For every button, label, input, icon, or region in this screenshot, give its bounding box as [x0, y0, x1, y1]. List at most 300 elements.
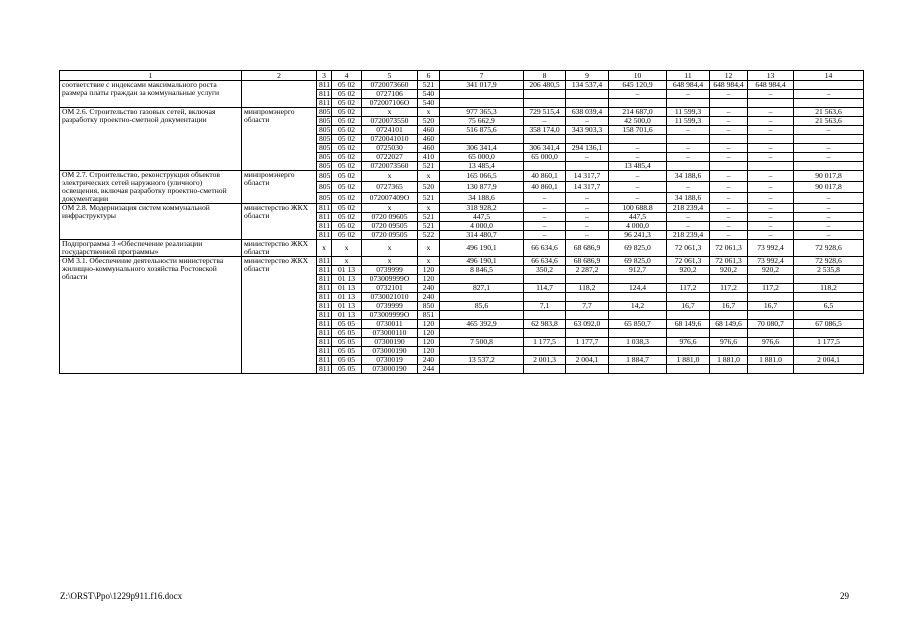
cell-c5: 0727365	[362, 182, 418, 193]
cell-c9: 68 686,9	[566, 257, 609, 266]
cell-c4: х	[332, 240, 362, 257]
cell-c6: 244	[418, 365, 440, 374]
executor-cell: министерство ЖКХ области	[242, 257, 317, 374]
cell-c3: 805	[317, 182, 332, 193]
cell-c14: –	[794, 153, 864, 162]
cell-c7: 977 365,3	[440, 108, 524, 117]
cell-c8: 66 634,6	[524, 257, 566, 266]
cell-c6: 521	[418, 222, 440, 231]
cell-c7	[440, 293, 524, 302]
cell-c11: 117,2	[667, 284, 710, 293]
cell-c14: 72 928,6	[794, 240, 864, 257]
cell-c6: х	[418, 204, 440, 213]
cell-c5: 072007З660	[362, 81, 418, 90]
cell-c3: х	[317, 240, 332, 257]
cell-c14	[794, 81, 864, 90]
cell-c12	[710, 347, 748, 356]
cell-c7: 496 190,1	[440, 240, 524, 257]
cell-c11	[667, 99, 710, 108]
cell-c11: –	[667, 213, 710, 222]
cell-c11: 11 599,3	[667, 108, 710, 117]
cell-c6: 521	[418, 81, 440, 90]
cell-c10: 912,7	[609, 266, 667, 275]
cell-c6: 240	[418, 284, 440, 293]
cell-c3: 811	[317, 99, 332, 108]
cell-c10: 96 241,3	[609, 231, 667, 240]
cell-c10: 447,5	[609, 213, 667, 222]
cell-c7: 827,1	[440, 284, 524, 293]
cell-c14	[794, 293, 864, 302]
cell-c8	[524, 90, 566, 99]
cell-c10: 124,4	[609, 284, 667, 293]
cell-c14: 21 563,6	[794, 108, 864, 117]
cell-c9	[566, 99, 609, 108]
cell-c6: 521	[418, 213, 440, 222]
cell-c4: 05 05	[332, 329, 362, 338]
cell-c14	[794, 135, 864, 144]
cell-c8: –	[524, 222, 566, 231]
cell-c12: –	[710, 213, 748, 222]
cell-c5: 0730019	[362, 356, 418, 365]
cell-c6: х	[418, 108, 440, 117]
cell-c8: –	[524, 193, 566, 204]
cell-c7	[440, 329, 524, 338]
cell-c8	[524, 99, 566, 108]
cell-c6: 240	[418, 356, 440, 365]
cell-c6: 120	[418, 266, 440, 275]
cell-c10: 4 000,0	[609, 222, 667, 231]
cell-c12: –	[710, 231, 748, 240]
cell-c4: 05 05	[332, 347, 362, 356]
cell-c7	[440, 311, 524, 320]
column-header: 4	[332, 71, 362, 81]
cell-c8: 66 634,6	[524, 240, 566, 257]
cell-c12: –	[710, 204, 748, 213]
cell-c8: 206 480,5	[524, 81, 566, 90]
cell-c14: –	[794, 204, 864, 213]
cell-c5: 0730011	[362, 320, 418, 329]
cell-c9: –	[566, 222, 609, 231]
cell-c7: 34 188,6	[440, 193, 524, 204]
cell-c4: 05 02	[332, 231, 362, 240]
cell-c10	[609, 347, 667, 356]
cell-c9: 294 136,1	[566, 144, 609, 153]
column-header: 11	[667, 71, 710, 81]
cell-c7: 318 928,2	[440, 204, 524, 213]
footer-file-path: Z:\ORST\Ppo\1229p911.f16.docx	[60, 591, 183, 601]
cell-c9	[566, 162, 609, 171]
column-header: 14	[794, 71, 864, 81]
cell-c5: 073009999О	[362, 275, 418, 284]
cell-c4: 05 02	[332, 193, 362, 204]
cell-c5: 0720 09605	[362, 213, 418, 222]
cell-c11: 16,7	[667, 302, 710, 311]
cell-c13	[748, 275, 794, 284]
cell-c7: 8 846,5	[440, 266, 524, 275]
cell-c10: 13 485,4	[609, 162, 667, 171]
cell-c4: 01 13	[332, 266, 362, 275]
column-header: 3	[317, 71, 332, 81]
cell-c13: –	[748, 222, 794, 231]
cell-c3: 805	[317, 117, 332, 126]
cell-c12: –	[710, 222, 748, 231]
cell-c5: 0732101	[362, 284, 418, 293]
cell-c12: 72 061,3	[710, 240, 748, 257]
cell-c4: 05 02	[332, 204, 362, 213]
cell-c6: 521	[418, 193, 440, 204]
cell-c8: 62 983,8	[524, 320, 566, 329]
cell-c7	[440, 135, 524, 144]
cell-c9: –	[566, 231, 609, 240]
column-header: 10	[609, 71, 667, 81]
cell-c10	[609, 293, 667, 302]
cell-c11: 72 061,3	[667, 240, 710, 257]
cell-c8: –	[524, 117, 566, 126]
cell-c8	[524, 135, 566, 144]
cell-c8: 40 860,1	[524, 182, 566, 193]
cell-c12: –	[710, 144, 748, 153]
cell-c8	[524, 275, 566, 284]
cell-c14: –	[794, 144, 864, 153]
cell-c9	[566, 365, 609, 374]
cell-c12: 117,2	[710, 284, 748, 293]
cell-c14: 21 563,6	[794, 117, 864, 126]
column-header: 7	[440, 71, 524, 81]
cell-c13: 16,7	[748, 302, 794, 311]
page-number: 29	[840, 591, 849, 601]
cell-c3: 811	[317, 347, 332, 356]
cell-c12: –	[710, 126, 748, 135]
cell-c9: 1 177,7	[566, 338, 609, 347]
cell-c11: 68 149,6	[667, 320, 710, 329]
cell-c11: –	[667, 90, 710, 99]
cell-c3: 805	[317, 135, 332, 144]
cell-c9: –	[566, 213, 609, 222]
cell-c10: 158 701,6	[609, 126, 667, 135]
cell-c5: 073000110	[362, 329, 418, 338]
cell-c11	[667, 162, 710, 171]
cell-c13: –	[748, 204, 794, 213]
cell-c3: 811	[317, 222, 332, 231]
cell-c10: –	[609, 153, 667, 162]
cell-c4: 05 02	[332, 99, 362, 108]
cell-c10: –	[609, 182, 667, 193]
cell-c8: 1 177,5	[524, 338, 566, 347]
cell-c13: 1 881.0	[748, 356, 794, 365]
cell-c10	[609, 311, 667, 320]
cell-c5: 0730021010	[362, 293, 418, 302]
cell-c10: 69 825,0	[609, 240, 667, 257]
cell-c4: 05 05	[332, 356, 362, 365]
budget-table	[59, 70, 864, 374]
cell-c10: 1 884,7	[609, 356, 667, 365]
cell-c9: 7,7	[566, 302, 609, 311]
cell-c3: 811	[317, 356, 332, 365]
cell-c14	[794, 275, 864, 284]
cell-c14	[794, 311, 864, 320]
cell-c12: 648 984,4	[710, 81, 748, 90]
cell-c6: х	[418, 257, 440, 266]
cell-c3: 805	[317, 108, 332, 117]
cell-c13	[748, 311, 794, 320]
cell-c4: 05 02	[332, 182, 362, 193]
cell-c12: 1 881,0	[710, 356, 748, 365]
cell-c3: 805	[317, 171, 332, 182]
cell-c13	[748, 99, 794, 108]
cell-c8: 7,1	[524, 302, 566, 311]
cell-c12: 16,7	[710, 302, 748, 311]
table-body	[60, 71, 864, 374]
cell-c11: 11 599,3	[667, 117, 710, 126]
cell-c7	[440, 90, 524, 99]
cell-c5: 0739999	[362, 302, 418, 311]
measure-description: соответствие с индексами максимального роста размера платы граждан за коммунальные услуги	[60, 81, 242, 108]
cell-c8: 350,2	[524, 266, 566, 275]
cell-c13: –	[748, 231, 794, 240]
cell-c6: 460	[418, 144, 440, 153]
cell-c7: 85,6	[440, 302, 524, 311]
cell-c14: 67 086,5	[794, 320, 864, 329]
cell-c13: –	[748, 144, 794, 153]
cell-c13: –	[748, 90, 794, 99]
cell-c8: –	[524, 204, 566, 213]
cell-c3: 811	[317, 204, 332, 213]
cell-c9: 14 317,7	[566, 182, 609, 193]
cell-c11	[667, 329, 710, 338]
cell-c3: 811	[317, 302, 332, 311]
executor-cell: минпромэнерго области	[242, 171, 317, 204]
column-header: 5	[362, 71, 418, 81]
cell-c12	[710, 162, 748, 171]
cell-c8: 114,7	[524, 284, 566, 293]
cell-c3: 805	[317, 162, 332, 171]
cell-c7: 65 000,0	[440, 153, 524, 162]
cell-c5: 0720 09505	[362, 222, 418, 231]
cell-c5: 0720041010	[362, 135, 418, 144]
cell-c13: –	[748, 171, 794, 182]
cell-c14: 90 017,8	[794, 182, 864, 193]
cell-c13: –	[748, 182, 794, 193]
cell-c14	[794, 329, 864, 338]
cell-c6: 120	[418, 320, 440, 329]
cell-c3: 811	[317, 81, 332, 90]
cell-c13: 70 080,7	[748, 320, 794, 329]
cell-c4: 05 05	[332, 338, 362, 347]
cell-c4: 01 13	[332, 302, 362, 311]
cell-c13: 920,2	[748, 266, 794, 275]
cell-c12	[710, 329, 748, 338]
cell-c8	[524, 293, 566, 302]
cell-c12: –	[710, 182, 748, 193]
cell-c10: –	[609, 144, 667, 153]
column-header: 9	[566, 71, 609, 81]
cell-c9	[566, 275, 609, 284]
cell-c11	[667, 275, 710, 284]
cell-c12: –	[710, 153, 748, 162]
cell-c4: 05 02	[332, 162, 362, 171]
cell-c12: 976,6	[710, 338, 748, 347]
cell-c3: 805	[317, 193, 332, 204]
cell-c14	[794, 347, 864, 356]
cell-c7: 13 537,2	[440, 356, 524, 365]
cell-c6: 522	[418, 231, 440, 240]
cell-c5: 072007З560	[362, 162, 418, 171]
table-row	[60, 204, 864, 213]
cell-c12: –	[710, 171, 748, 182]
cell-c8	[524, 162, 566, 171]
cell-c6: 460	[418, 126, 440, 135]
cell-c10: 100 688.8	[609, 204, 667, 213]
cell-c8: 65 000,0	[524, 153, 566, 162]
cell-c13: –	[748, 108, 794, 117]
cell-c8: –	[524, 213, 566, 222]
cell-c4: 05 02	[332, 153, 362, 162]
cell-c7	[440, 365, 524, 374]
cell-c12	[710, 365, 748, 374]
cell-c14: –	[794, 213, 864, 222]
cell-c4: 05 02	[332, 213, 362, 222]
cell-c12: –	[710, 193, 748, 204]
cell-c7: 447,5	[440, 213, 524, 222]
cell-c4: 05 02	[332, 171, 362, 182]
cell-c5: 0724101	[362, 126, 418, 135]
cell-c5: 0739999	[362, 266, 418, 275]
cell-c13: –	[748, 193, 794, 204]
table-row	[60, 108, 864, 117]
cell-c8: 40 860,1	[524, 171, 566, 182]
executor-cell	[242, 81, 317, 108]
cell-c12	[710, 99, 748, 108]
cell-c6: 120	[418, 329, 440, 338]
cell-c4: 05 05	[332, 365, 362, 374]
cell-c5: х	[362, 204, 418, 213]
cell-c4: х	[332, 257, 362, 266]
cell-c9: –	[566, 204, 609, 213]
cell-c14	[794, 162, 864, 171]
cell-c13	[748, 162, 794, 171]
cell-c12: 72 061,3	[710, 257, 748, 266]
cell-c7	[440, 275, 524, 284]
cell-c6: х	[418, 171, 440, 182]
cell-c13: 648 984,4	[748, 81, 794, 90]
cell-c14: 118,2	[794, 284, 864, 293]
measure-description: Подпрограмма 3 «Обеспечение реализации государственной программы»	[60, 240, 242, 257]
cell-c6: 460	[418, 135, 440, 144]
cell-c3: 811	[317, 266, 332, 275]
cell-c3: 805	[317, 153, 332, 162]
cell-c7	[440, 99, 524, 108]
cell-c9: 118,2	[566, 284, 609, 293]
cell-c7: 306 341,4	[440, 144, 524, 153]
cell-c14	[794, 99, 864, 108]
cell-c11	[667, 347, 710, 356]
cell-c5: 072007409О	[362, 193, 418, 204]
cell-c5: 073000190	[362, 365, 418, 374]
cell-c11: –	[667, 222, 710, 231]
cell-c5: х	[362, 108, 418, 117]
cell-c14: 90 017,8	[794, 171, 864, 182]
cell-c6: 410	[418, 153, 440, 162]
cell-c14: 6,5	[794, 302, 864, 311]
cell-c8: 306 341,4	[524, 144, 566, 153]
cell-c6: х	[418, 240, 440, 257]
cell-c3: 811	[317, 90, 332, 99]
cell-c10: 69 825,0	[609, 257, 667, 266]
cell-c5: 073000190	[362, 347, 418, 356]
cell-c9: 68 686,9	[566, 240, 609, 257]
cell-c3: 811	[317, 338, 332, 347]
cell-c4: 01 13	[332, 311, 362, 320]
cell-c10	[609, 275, 667, 284]
cell-c12: –	[710, 117, 748, 126]
cell-c8: –	[524, 231, 566, 240]
cell-c9	[566, 311, 609, 320]
cell-c7: 4 000,0	[440, 222, 524, 231]
cell-c9: 2 004,1	[566, 356, 609, 365]
cell-c6: 850	[418, 302, 440, 311]
cell-c12: 920,2	[710, 266, 748, 275]
cell-c8	[524, 329, 566, 338]
cell-c11: 218 239,4	[667, 204, 710, 213]
cell-c3: 811	[317, 257, 332, 266]
measure-description: ОМ 3.1. Обеспечение деятельности министерства жилищно-коммунального хозяйства Ростовской области	[60, 257, 242, 374]
cell-c10: –	[609, 90, 667, 99]
cell-c8: 358 174,0	[524, 126, 566, 135]
cell-c7: 516 875,6	[440, 126, 524, 135]
cell-c4: 05 02	[332, 117, 362, 126]
cell-c13: 73 992,4	[748, 240, 794, 257]
cell-c5: х	[362, 240, 418, 257]
cell-c5: 0725030	[362, 144, 418, 153]
cell-c10	[609, 99, 667, 108]
cell-c11: 218 239,4	[667, 231, 710, 240]
cell-c11: –	[667, 144, 710, 153]
cell-c3: 811	[317, 365, 332, 374]
column-header: 6	[418, 71, 440, 81]
cell-c14: 72 928,6	[794, 257, 864, 266]
cell-c14: 2 004,1	[794, 356, 864, 365]
cell-c3: 811	[317, 275, 332, 284]
cell-c3: 805	[317, 126, 332, 135]
cell-c7: 465 392,9	[440, 320, 524, 329]
cell-c4: 01 13	[332, 275, 362, 284]
cell-c9: 134 537,4	[566, 81, 609, 90]
measure-description: ОМ 2.6. Строительство газовых сетей, включая разработку проектно-сметной документации	[60, 108, 242, 171]
cell-c12: –	[710, 108, 748, 117]
cell-c13	[748, 293, 794, 302]
cell-c8	[524, 347, 566, 356]
cell-c9: 2 287,2	[566, 266, 609, 275]
column-header: 8	[524, 71, 566, 81]
table-row	[60, 240, 864, 257]
cell-c14: –	[794, 222, 864, 231]
cell-c11: 976,6	[667, 338, 710, 347]
cell-c13: –	[748, 126, 794, 135]
cell-c4: 01 13	[332, 284, 362, 293]
cell-c14: –	[794, 90, 864, 99]
cell-c7: 7 500,8	[440, 338, 524, 347]
cell-c11: –	[667, 182, 710, 193]
cell-c14	[794, 365, 864, 374]
cell-c11: –	[667, 153, 710, 162]
cell-c9	[566, 293, 609, 302]
cell-c10: –	[609, 171, 667, 182]
cell-c12: –	[710, 90, 748, 99]
cell-c14: 1 177,5	[794, 338, 864, 347]
cell-c14: 2 535,8	[794, 266, 864, 275]
cell-c10: 14,2	[609, 302, 667, 311]
cell-c12	[710, 293, 748, 302]
